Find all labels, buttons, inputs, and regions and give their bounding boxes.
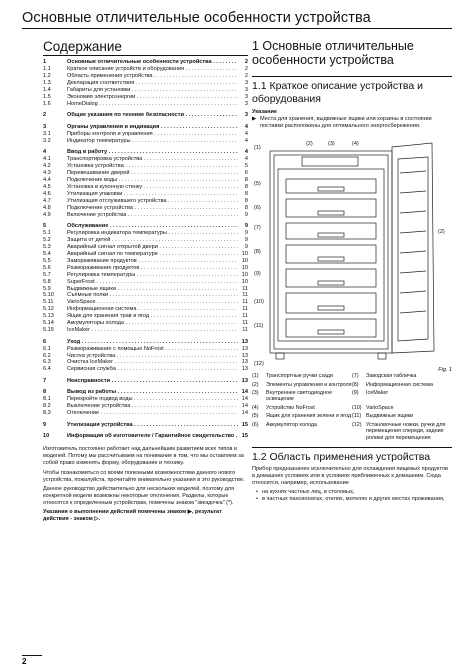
toc-row[interactable] xyxy=(43,223,248,230)
toc-number: 7 xyxy=(43,377,47,384)
toc-row[interactable] xyxy=(43,170,248,177)
toc-row[interactable] xyxy=(43,366,248,373)
intro-paragraph: Изготовитель постоянно работает над дальнейшим развитием всех типов и моделей. Потому мы рассчитываем на понимание в том, что мы оставляем за собой право изменять форму, оборудование и технику. xyxy=(43,446,244,467)
toc-page: 4 xyxy=(244,130,248,137)
toc-row[interactable] xyxy=(43,258,248,265)
toc-title: SuperFrost . . . xyxy=(67,279,238,286)
toc-title: Подключение воды . . . xyxy=(67,177,238,184)
toc-number: 5.7 xyxy=(43,271,51,278)
toc-title: Декларация соответствия . . . xyxy=(67,80,238,87)
toc-row[interactable] xyxy=(43,230,248,237)
page-number: 2 xyxy=(22,657,27,666)
toc-page: 13 xyxy=(241,377,248,384)
toc-page: 9 xyxy=(244,243,248,250)
svg-text:(10): (10) xyxy=(254,299,264,306)
toc-title: Утилизация устройства . . . xyxy=(67,422,238,429)
toc-page: 10 xyxy=(241,250,248,257)
toc-title: Установка в кухонную стенку . . . xyxy=(67,184,238,191)
toc-page: 3 xyxy=(244,79,248,86)
toc-row[interactable] xyxy=(43,87,248,94)
legend-text: Транспортные ручки сзади xyxy=(266,373,333,380)
usage-section xyxy=(252,466,452,503)
svg-text:(2): (2) xyxy=(306,141,313,148)
toc-row[interactable] xyxy=(43,73,248,80)
toc-row[interactable] xyxy=(43,279,248,286)
svg-text:(3): (3) xyxy=(328,141,335,148)
toc-row[interactable] xyxy=(43,198,248,205)
legend-item xyxy=(352,373,452,379)
toc-title: IceMaker . . . xyxy=(67,327,238,334)
toc-page: 13 xyxy=(241,338,248,345)
toc-title: Основные отличительные особенности устройства . . . xyxy=(67,59,238,66)
toc-number: 1.6 xyxy=(43,100,51,107)
toc-title: Сервисная служба . . . xyxy=(67,366,238,373)
toc-row[interactable] xyxy=(43,403,248,410)
toc-title: Приборы контроля и управления . . . xyxy=(67,131,238,138)
toc-number: 5 xyxy=(43,223,47,230)
toc-title: Отключение . . . xyxy=(67,410,238,417)
toc-title: Общие указания по технике безопасности . . . xyxy=(67,112,238,119)
toc-row[interactable] xyxy=(43,149,248,156)
toc-page: 13 xyxy=(241,359,248,366)
toc-number: 4.3 xyxy=(43,169,51,176)
fridge-figure xyxy=(252,133,452,373)
legend-text: Выдвижные ящики xyxy=(366,413,414,420)
toc-page: 3 xyxy=(244,86,248,93)
legend-item xyxy=(352,422,452,441)
toc-title: Перекройте подвод воды . . . xyxy=(67,396,238,403)
toc-number: 1.3 xyxy=(43,79,51,86)
footer-rule xyxy=(22,655,42,656)
toc-number: 5.11 xyxy=(43,299,54,306)
figure-legend xyxy=(252,373,452,443)
toc-page: 4 xyxy=(244,137,248,144)
toc-row[interactable] xyxy=(43,378,248,385)
toc-number: 5.5 xyxy=(43,257,51,264)
svg-text:(2): (2) xyxy=(438,229,445,236)
toc-row[interactable] xyxy=(43,313,248,320)
note-body: Места для хранения, выдвижные ящики или корзины в состоянии поставки расположены для оптимального энергосбережения. xyxy=(260,116,432,129)
usage-list xyxy=(252,489,452,503)
toc-page: 8 xyxy=(244,190,248,197)
toc-page: 4 xyxy=(244,149,248,156)
toc-number: 5.4 xyxy=(43,250,51,257)
legend-item xyxy=(352,382,452,388)
toc-title: Регулировка индикатора температуры . . . xyxy=(67,230,238,237)
toc-number: 4 xyxy=(43,149,47,156)
toc-title: HomeDialog . . . xyxy=(67,101,238,108)
page-header xyxy=(22,10,452,29)
svg-text:(8): (8) xyxy=(254,249,261,256)
toc-row[interactable] xyxy=(43,410,248,417)
table-of-contents xyxy=(43,59,248,440)
svg-text:(12): (12) xyxy=(254,361,264,368)
toc-title: Вывод из работы . . . xyxy=(67,389,238,396)
toc-number: 4.8 xyxy=(43,204,51,211)
toc-row[interactable] xyxy=(43,131,248,138)
usage-item: • в частных пансионатах, отелях, мотелях и других местах проживания, xyxy=(256,496,452,503)
toc-number: 9 xyxy=(43,421,47,428)
toc-title: Транспортировка устройства . . . xyxy=(67,156,238,163)
toc-page: 11 xyxy=(242,313,248,320)
toc-page: 14 xyxy=(241,410,248,417)
legend-item xyxy=(352,405,452,411)
toc-number: 5.13 xyxy=(43,313,54,320)
legend-number: (3) xyxy=(252,390,259,397)
legend-text: Внутреннее светодиодное освещение xyxy=(266,390,332,403)
toc-page: 14 xyxy=(241,396,248,403)
toc-number: 8 xyxy=(43,389,47,396)
legend-item xyxy=(252,413,352,419)
toc-number: 3 xyxy=(43,123,47,130)
toc-row[interactable] xyxy=(43,389,248,396)
toc-row[interactable] xyxy=(43,433,248,440)
toc-page: 10 xyxy=(241,257,248,264)
toc-row[interactable] xyxy=(43,156,248,163)
toc-number: 5.15 xyxy=(43,327,54,334)
toc-page: 15 xyxy=(241,421,248,428)
toc-row[interactable] xyxy=(43,292,248,299)
legend-item xyxy=(352,413,452,419)
toc-page: 8 xyxy=(244,204,248,211)
toc-title: Обслуживание . . . xyxy=(67,223,238,230)
toc-number: 8.3 xyxy=(43,410,51,417)
toc-title: VarioSpace . . . xyxy=(67,299,238,306)
legend-number: (2) xyxy=(252,381,259,388)
toc-title: Перевешивание дверей . . . xyxy=(67,170,238,177)
svg-text:(9): (9) xyxy=(254,271,261,278)
toc-number: 4.6 xyxy=(43,190,51,197)
toc-title: Очистка IceMaker . . . xyxy=(67,359,238,366)
toc-number: 5.10 xyxy=(43,292,54,299)
toc-number: 1.4 xyxy=(43,86,51,93)
toc-number: 4.1 xyxy=(43,156,51,163)
toc-row[interactable] xyxy=(43,251,248,258)
toc-title: Органы управления и индикация . . . xyxy=(67,124,238,131)
legend-item xyxy=(252,390,352,403)
toc-page: 2 xyxy=(244,65,248,72)
subsection-title: 1.2 Область применения устройства xyxy=(252,447,452,464)
arrow-icon: ▶ xyxy=(252,116,257,122)
toc-title: Чистка устройства . . . xyxy=(67,353,238,360)
toc-title: Аккумуляторы холода . . . xyxy=(67,320,238,327)
toc-number: 8.2 xyxy=(43,403,51,410)
legend-text: Элементы управления и контроля xyxy=(266,381,352,388)
usage-text: Прибор предназначен исключительно для охлаждения пищевых продуктов в домашних условиях или в условиях приближенных к домашним. Сюда относится, например, использование xyxy=(252,466,448,487)
toc-number: 5.6 xyxy=(43,264,51,271)
toc-page: 11 xyxy=(242,306,248,313)
legend-text: Заводская табличка xyxy=(366,373,417,380)
legend-item xyxy=(352,390,452,403)
toc-row[interactable] xyxy=(43,163,248,170)
toc-page: 3 xyxy=(244,112,248,119)
legend-text: Информационная система xyxy=(366,381,433,388)
toc-row[interactable] xyxy=(43,138,248,145)
note-title: Указание xyxy=(252,109,277,115)
toc-row[interactable] xyxy=(43,184,248,191)
intro-paragraph-bold: Указания о выполнении действий помечены знаком ▶, результат действия - знаком ▷. xyxy=(43,509,222,523)
svg-text:(7): (7) xyxy=(254,225,261,232)
toc-row[interactable] xyxy=(43,327,248,334)
legend-number: (5) xyxy=(252,413,259,420)
toc-number: 6.3 xyxy=(43,359,51,366)
toc-row[interactable] xyxy=(43,339,248,346)
right-column xyxy=(252,39,452,503)
toc-page: 6 xyxy=(244,169,248,176)
toc-row[interactable] xyxy=(43,306,248,313)
legend-text: IceMaker xyxy=(366,390,389,397)
toc-page: 11 xyxy=(242,299,248,306)
toc-row[interactable] xyxy=(43,272,248,279)
toc-title: Размораживание с помощью NoFrost . . . xyxy=(67,346,238,353)
toc-page: 5 xyxy=(244,162,248,169)
legend-number: (12) xyxy=(352,421,362,428)
toc-page: 4 xyxy=(244,123,248,130)
toc-number: 5.2 xyxy=(43,236,51,243)
toc-row[interactable] xyxy=(43,346,248,353)
legend-number: (6) xyxy=(252,421,259,428)
toc-title: Экономия электроэнергии . . . xyxy=(67,94,238,101)
fridge-diagram xyxy=(252,133,452,373)
toc-row[interactable] xyxy=(43,359,248,366)
toc-page: 11 xyxy=(242,320,248,327)
legend-item xyxy=(252,422,352,441)
figure-caption: Fig. 1 xyxy=(438,367,452,374)
legend-item xyxy=(252,405,352,411)
toc-number: 5.1 xyxy=(43,230,51,236)
toc-page: 9 xyxy=(244,230,248,236)
toc-title: Ящик для хранения трав и ягод . . . xyxy=(67,313,238,320)
toc-title: Размораживание продуктов . . . xyxy=(67,265,238,272)
toc-title: Утилизация отслужившего устройства . . . xyxy=(67,198,238,205)
svg-text:(11): (11) xyxy=(254,323,264,330)
toc-title: Подключение устройства . . . xyxy=(67,205,238,212)
toc-number: 3.1 xyxy=(43,130,51,137)
toc-row[interactable] xyxy=(43,80,248,87)
intro-paragraph: Чтобы познакомиться со всеми полезными возможностями данного нового устройства, пожалуйста, прочитайте внимательно указания в это руководстве. xyxy=(43,469,245,483)
toc-number: 4.9 xyxy=(43,211,51,218)
toc-title: Утилизация упаковки . . . xyxy=(67,191,238,198)
toc-row[interactable] xyxy=(43,396,248,403)
toc-number: 5.14 xyxy=(43,320,54,327)
toc-title: Информационная система . . . xyxy=(67,306,238,313)
toc-page: 13 xyxy=(241,366,248,373)
toc-number: 6 xyxy=(43,338,47,345)
toc-row[interactable] xyxy=(43,265,248,272)
toc-page: 10 xyxy=(241,271,248,278)
toc-page: 14 xyxy=(241,403,248,410)
svg-text:(1): (1) xyxy=(254,145,261,152)
toc-page: 9 xyxy=(244,223,248,230)
toc-page: 13 xyxy=(241,345,248,352)
toc-page: 3 xyxy=(244,100,248,107)
toc-number: 5.3 xyxy=(43,243,51,250)
toc-row[interactable] xyxy=(43,101,248,108)
legend-item xyxy=(252,382,352,388)
toc-row[interactable] xyxy=(43,286,248,293)
toc-number: 6.1 xyxy=(43,345,51,352)
subsection-title: 1.1 Краткое описание устройства и оборудования xyxy=(252,76,452,105)
toc-row[interactable] xyxy=(43,353,248,360)
toc-row[interactable] xyxy=(43,205,248,212)
toc-page: 11 xyxy=(242,327,248,334)
toc-page: 3 xyxy=(244,93,248,100)
toc-page: 8 xyxy=(244,197,248,204)
toc-page: 8 xyxy=(244,176,248,183)
toc-page: 15 xyxy=(241,433,248,440)
toc-number: 10 xyxy=(43,433,50,440)
toc-number: 6.4 xyxy=(43,366,51,373)
toc-row[interactable] xyxy=(43,59,248,66)
toc-number: 4.2 xyxy=(43,162,51,169)
toc-number: 4.7 xyxy=(43,197,51,204)
svg-text:(6): (6) xyxy=(254,205,261,212)
toc-title: Включение устройства . . . xyxy=(67,212,238,219)
toc-title: Индикатор температуры . . . xyxy=(67,138,238,145)
svg-text:(5): (5) xyxy=(254,181,261,188)
legend-number: (7) xyxy=(352,373,359,380)
toc-title: Неисправности . . . xyxy=(67,378,238,385)
toc-number: 1.1 xyxy=(43,65,51,72)
toc-title: Выдвижные ящики . . . xyxy=(67,286,238,293)
toc-row[interactable] xyxy=(43,177,248,184)
toc-title: Замораживание продуктов . . . xyxy=(67,258,238,265)
toc-title: Краткое описание устройств и оборудования . . . xyxy=(67,66,238,73)
legend-number: (9) xyxy=(352,390,359,397)
toc-title: Ввод в работу . . . xyxy=(67,149,238,156)
toc-page: 10 xyxy=(241,264,248,271)
toc-title: Информация об изготовителе / Гарантийное свидетельство . . . xyxy=(67,433,238,440)
toc-number: 2 xyxy=(43,112,47,119)
toc-page: 8 xyxy=(244,183,248,190)
toc-number: 3.2 xyxy=(43,137,51,144)
toc-page: 4 xyxy=(244,156,248,163)
legend-text: Установочные ножки, ручки для перемещения спереди, задние ролики для перемещения xyxy=(366,421,446,441)
toc-heading: Содержание xyxy=(43,39,248,56)
toc-title: Защита от детей . . . xyxy=(67,237,238,244)
toc-page: 9 xyxy=(244,211,248,218)
toc-number: 1 xyxy=(43,59,47,65)
toc-page: 9 xyxy=(244,236,248,243)
toc-row[interactable] xyxy=(43,191,248,198)
toc-row[interactable] xyxy=(43,237,248,244)
toc-title: Габариты для установки . . . xyxy=(67,87,238,94)
toc-number: 5.9 xyxy=(43,285,51,292)
svg-text:(4): (4) xyxy=(352,141,359,148)
toc-page: 2 xyxy=(244,72,248,79)
toc-page: 14 xyxy=(241,389,248,396)
toc-title: Область применения устройства . . . xyxy=(67,73,238,80)
toc-number: 6.2 xyxy=(43,352,51,359)
toc-row[interactable] xyxy=(43,299,248,306)
toc-title: Аварийный сигнал по температуре . . . xyxy=(67,251,238,258)
toc-row[interactable] xyxy=(43,422,248,429)
legend-text: VarioSpace xyxy=(366,404,394,411)
toc-row[interactable] xyxy=(43,244,248,251)
toc-title: Регулировка температуры . . . xyxy=(67,272,238,279)
usage-item: • на кухнях частных лиц, в столовых, xyxy=(256,489,452,496)
legend-number: (8) xyxy=(352,381,359,388)
intro-text xyxy=(43,446,248,523)
toc-number: 4.5 xyxy=(43,183,51,190)
toc-title: Уход . . . xyxy=(67,339,238,346)
legend-text: Устройство NoFrost xyxy=(266,404,315,411)
legend-number: (4) xyxy=(252,404,259,411)
legend-item xyxy=(252,373,352,379)
header-title: Основные отличительные особенности устройства xyxy=(22,10,371,26)
toc-page: 13 xyxy=(241,352,248,359)
toc-row[interactable] xyxy=(43,212,248,219)
toc-row[interactable] xyxy=(43,320,248,327)
toc-title: Выключение устройства . . . xyxy=(67,403,238,410)
section-title: 1 Основные отличительные особенности устройства xyxy=(252,39,414,67)
legend-number: (1) xyxy=(252,373,259,380)
left-column xyxy=(43,39,248,526)
legend-number: (11) xyxy=(352,413,362,420)
toc-number: 4.4 xyxy=(43,176,51,183)
toc-title: Аварийный сигнал открытой двери . . . xyxy=(67,244,238,251)
toc-row[interactable] xyxy=(43,124,248,131)
toc-number: 1.2 xyxy=(43,72,51,79)
toc-page: 10 xyxy=(241,278,248,285)
toc-number: 5.12 xyxy=(43,306,54,313)
legend-text: Ящик для хранения зелени и ягод xyxy=(266,413,352,420)
toc-number: 8.1 xyxy=(43,396,51,403)
toc-row[interactable] xyxy=(43,112,248,119)
toc-page: 11 xyxy=(242,285,248,292)
legend-number: (10) xyxy=(352,404,362,411)
toc-number: 1.5 xyxy=(43,93,51,100)
toc-number: 5.8 xyxy=(43,278,51,285)
legend-text: Аккумулятор холода xyxy=(266,421,318,428)
toc-page: 11 xyxy=(242,292,248,299)
toc-row[interactable] xyxy=(43,66,248,73)
toc-row[interactable] xyxy=(43,94,248,101)
toc-page: 2 xyxy=(244,59,248,65)
note-text xyxy=(252,116,452,129)
intro-paragraph: Данное руководство действительно для нескольких моделей, поэтому для конкретной модели возможны некоторые отклонения. Разделы, которые относятся к определенным устройствам, помечены знаком "звездочка" (*). xyxy=(43,486,235,506)
toc-title: Установка устройства . . . xyxy=(67,163,238,170)
toc-title: Съёмные полки . . . xyxy=(67,292,238,299)
